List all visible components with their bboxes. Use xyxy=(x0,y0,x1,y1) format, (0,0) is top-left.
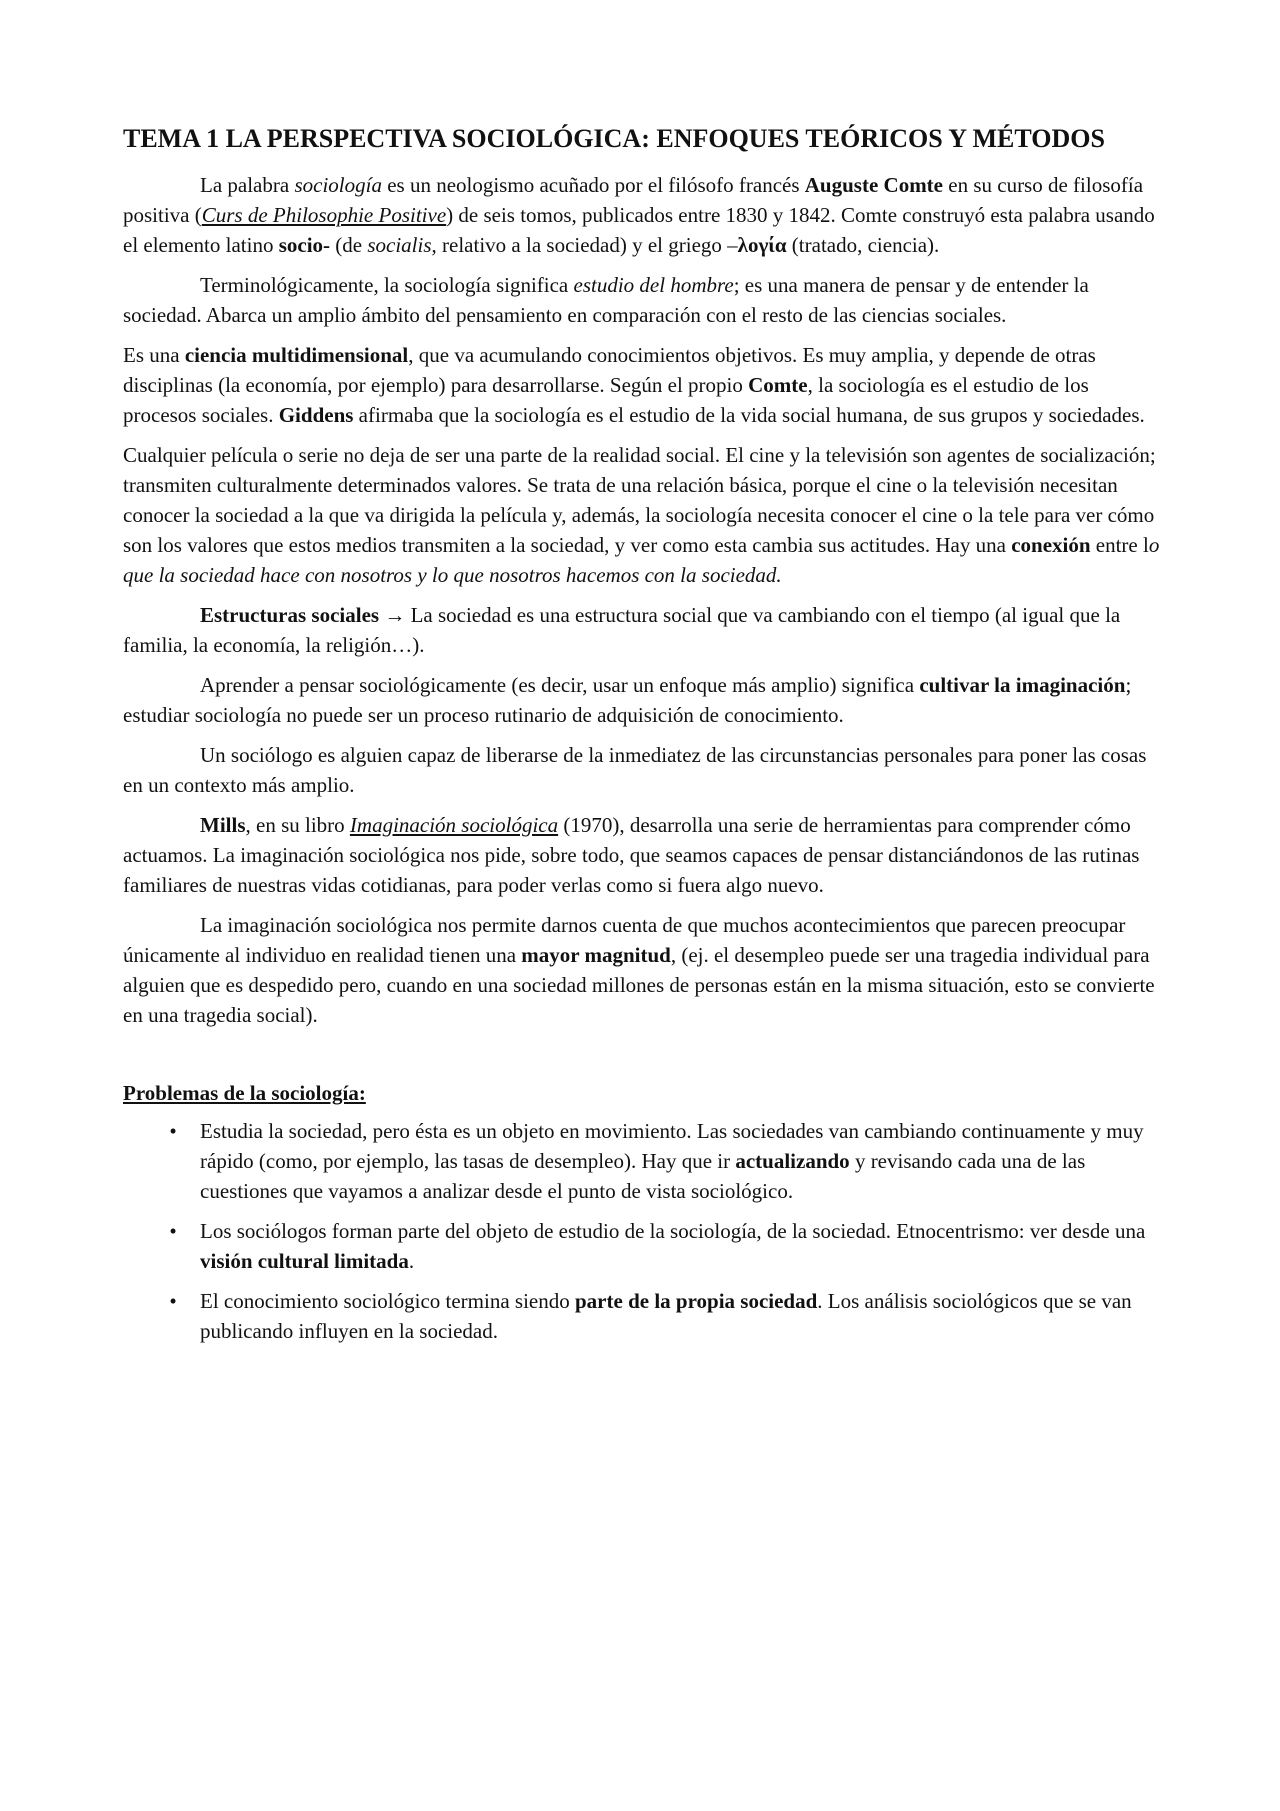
list-item: • Los sociólogos forman parte del objeto de estudio de la sociología, de la sociedad. Etnocentrismo: ver desde una visión cultural limitada. xyxy=(123,1216,1163,1276)
term-socio: socio- xyxy=(278,233,331,257)
list-item: • Estudia la sociedad, pero ésta es un objeto en movimiento. Las sociedades van cambiando continuamente y muy rápido (como, por ejemplo, las tasas de desempleo). Hay que ir actualizando y revisando cada una de las cuestiones que vayamos a analizar desde el punto de vista sociológico. xyxy=(123,1116,1163,1206)
bullet-icon: • xyxy=(169,1119,177,1143)
term-logia: λογία xyxy=(737,233,787,257)
book-title-curs: Curs de Philosophie Positive xyxy=(201,203,447,227)
term-cultivar-imaginacion: cultivar la imaginación xyxy=(919,673,1126,697)
quote-sociedad: o que la sociedad hace con nosotros y lo que nosotros hacemos con la sociedad. xyxy=(123,533,1160,587)
problems-list xyxy=(123,1116,1163,1346)
term-parte-propia-sociedad: parte de la propia sociedad xyxy=(575,1289,818,1313)
term-sociologia: sociología xyxy=(294,173,382,197)
term-estructuras-sociales: Estructuras sociales xyxy=(200,603,380,627)
name-giddens: Giddens xyxy=(278,403,354,427)
name-mills: Mills xyxy=(200,813,246,837)
document-body xyxy=(123,120,1163,1356)
bullet-icon: • xyxy=(169,1289,177,1313)
term-conexion: conexión xyxy=(1011,533,1091,557)
list-item: • El conocimiento sociológico termina siendo parte de la propia sociedad. Los análisis sociológicos que se van publicando influyen en la sociedad. xyxy=(123,1286,1163,1346)
paragraph-terminology: Terminológicamente, la sociología significa estudio del hombre; es una manera de pensar y de entender la sociedad. Abarca un amplio ámbito del pensamiento en comparación con el resto de las ciencias sociales. xyxy=(123,273,1089,327)
paragraph-pensar: Aprender a pensar sociológicamente (es decir, usar un enfoque más amplio) significa cultivar la imaginación; estudiar sociología no puede ser un proceso rutinario de adquisición de conocimiento. xyxy=(123,673,1132,727)
name-comte: Comte xyxy=(748,373,808,397)
document-title: TEMA 1 LA PERSPECTIVA SOCIOLÓGICA: ENFOQUES TEÓRICOS Y MÉTODOS xyxy=(123,124,1105,153)
section-heading-problemas: Problemas de la sociología: xyxy=(123,1081,366,1105)
paragraph-estructuras: Estructuras sociales → La sociedad es una estructura social que va cambiando con el tiempo (al igual que la familia, la economía, la religión…). xyxy=(123,603,1121,657)
term-vision-cultural-limitada: visión cultural limitada xyxy=(200,1249,409,1273)
term-socialis: socialis xyxy=(367,233,432,257)
paragraph-imaginacion: La imaginación sociológica nos permite darnos cuenta de que muchos acontecimientos que parecen preocupar únicamente al individuo en realidad tienen una mayor magnitud, (ej. el desempleo puede ser una tragedia individual para alguien que es despedido pero, cuando en una sociedad millones de personas están en la misma situación, esto se convierte en una tragedia social). xyxy=(123,913,1155,1027)
paragraph-cine-television: Cualquier película o serie no deja de ser una parte de la realidad social. El cine y la televisión son agentes de socialización; transmiten culturalmente determinados valores. Se trata de una relación básica, porque el cine o la televisión necesitan conocer la sociedad a la que va dirigida la película y, además, la sociología necesita conocer el cine o la tele para ver cómo son los valores que estos medios transmiten a la sociedad, y ver como esta cambia sus actitudes. Hay una conexión entre lo que la sociedad hace con nosotros y lo que nosotros hacemos con la sociedad. xyxy=(123,443,1160,587)
term-mayor-magnitud: mayor magnitud xyxy=(521,943,671,967)
paragraph-multidimensional: Es una ciencia multidimensional, que va acumulando conocimientos objetivos. Es muy amplia, y depende de otras disciplinas (la economía, por ejemplo) para desarrollarse. Según el propio Comte, la sociología es el estudio de los procesos sociales. Giddens afirmaba que la sociología es el estudio de la vida social humana, de sus grupos y sociedades. xyxy=(123,343,1145,427)
paragraph-etymology: La palabra sociología es un neologismo acuñado por el filósofo francés Auguste Comte en su curso de filosofía positiva (Curs de Philosophie Positive) de seis tomos, publicados entre 1830 y 1842. Comte construyó esta palabra usando el elemento latino socio- (de socialis, relativo a la sociedad) y el griego –λογία (tratado, ciencia). xyxy=(123,173,1155,257)
book-title-imaginacion: Imaginación sociológica xyxy=(349,813,559,837)
term-estudio-del-hombre: estudio del hombre xyxy=(573,273,734,297)
paragraph-mills: Mills, en su libro Imaginación sociológica (1970), desarrolla una serie de herramientas para comprender cómo actuamos. La imaginación sociológica nos pide, sobre todo, que seamos capaces de pensar distanciándonos de las rutinas familiares de nuestras vidas cotidianas, para poder verlas como si fuera algo nuevo. xyxy=(123,813,1140,897)
term-ciencia-multidimensional: ciencia multidimensional xyxy=(184,343,409,367)
term-actualizando: actualizando xyxy=(735,1149,850,1173)
name-auguste-comte: Auguste Comte xyxy=(804,173,943,197)
paragraph-sociologo: Un sociólogo es alguien capaz de liberarse de la inmediatez de las circunstancias personales para poner las cosas en un contexto más amplio. xyxy=(123,743,1147,797)
bullet-icon: • xyxy=(169,1219,177,1243)
